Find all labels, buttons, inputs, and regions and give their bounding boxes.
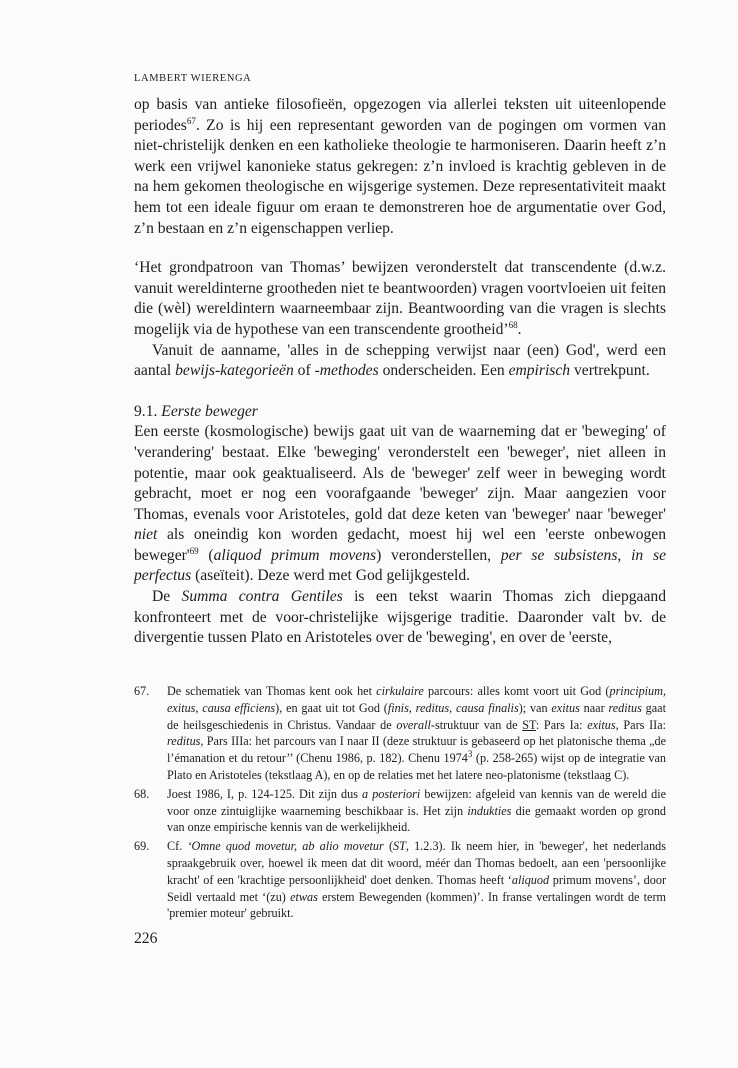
footnote-text: De schematiek van Thomas kent ook het cirkulaire parcours: alles komt voort uit God (principium, exitus, causa efficiens), en gaat uit tot God (finis, reditus, causa finalis); van exitus naar reditus gaat de heilsgeschiedenis in Christus. Vandaar de overall-struktuur van de ST: Pars Ia: exitus, Pars IIa: reditus, Pars IIIa: het parcours van I naar II (deze struktuur is gebaseerd op het platonische thema „de l’émanation et du retour’’ (Chenu 1986, p. 182). Chenu 1974$^3$ (p. 258-265) wijst op de integratie van Plato en Aristoteles (tekstlaag A), en op de relaties met het latere neo-platonisme (tekstlaag C). [167,684,667,782]
paragraph-5: De Summa contra Gentiles is een tekst waarin Thomas zich diepgaand konfronteert met de voor-christelijke wijsgerige traditie. Daaronder valt bv. de divergentie tussen Plato en Aristoteles over de 'beweging', en over de 'eerste, [134,588,666,647]
footnote-ref-68[interactable]: 68 [508,319,518,330]
footnotes [134,683,666,924]
main-text [134,95,666,649]
running-head: LAMBERT WIERENGA [134,73,252,84]
footnote-number: 69. [134,839,150,854]
footnote-69 [134,838,666,922]
paragraph-3: Vanuit de aanname, 'alles in de schepping verwijst naar (een) God', werd een aantal bewijs-kategorieën of -methodes onderscheiden. Een empirisch vertrekpunt. [134,341,666,380]
footnote-ref-67[interactable]: 67 [186,115,196,126]
paragraph-4: Een eerste (kosmologische) bewijs gaat uit van de waarneming dat er 'beweging' of 'verandering' bestaat. Elke 'beweging' veronderstelt een 'beweger', niet alleen in potentie, maar ook geaktualiseerd. Als de 'beweger' zelf weer in beweging wordt gebracht, moet er nog een voorafgaande 'beweger' zijn. Maar aangezien voor Thomas, evenals voor Aristoteles, gold dat deze keten van 'beweger' naar 'beweger' niet als oneindig kon worden gedacht, moest hij wel een 'eerste onbewogen $beweger'^{69}$ (aliquod primum movens) veronderstellen, per se subsistens, in se perfectus (aseïteit). Deze werd met God gelijkgesteld. [134,423,666,585]
page-number: 226 [134,930,158,947]
paragraph-1: op basis van antieke filosofieën, opgezogen via allerlei teksten uit uiteenlopende periodes$^{67}$. Zo is hij een representant geworden van de pogingen om vormen van niet-christelijk denken en een katholieke theologie te harmoniseren. Daarin heeft z’n werk een vrijwel kanonieke status gekregen: z’n invloed is krachtig gebleven in de na hem gekomen theologische en wijsgerige systemen. Deze representativiteit maakt hem tot een ideale figuur om eraan te demonstreren hoe de argumentatie over God, z’n bestaan en z’n eigenschappen verliep. [134,96,666,237]
section-heading [134,402,666,423]
footnote-number: 67. [134,684,150,698]
paragraph-2-quote: ‘Het grondpatroon van Thomas’ bewijzen veronderstelt dat transcendente (d.w.z. vanuit wereldinterne grootheden niet te beantwoorden) vragen voortvloeien uit feiten die (wèl) wereldintern waarneembaar zijn. Beantwoording van die vragen is slechts mogelijk via de hypothese van een transcendente grootheid’$^{68}$. [134,259,666,338]
footnote-text: Cf. ‘Omne quod movetur, ab alio movetur (ST, 1.2.3). Ik neem hier, in 'beweger', het nederlands spraakgebruik over, hoewel ik meen dat dit woord, méér dan Thomas bedoelt, aan een 'persoonlijke kracht' of een 'krachtige persoonlijkheid' doet denken. Thomas heeft ‘aliquod primum movens’, door Seidl vertaald met ‘(zu) etwas erstem Bewegenden (kommen)’. In franse vertalingen wordt de term 'premier moteur' gebruikt. [167,839,667,921]
section-title: Eerste beweger [161,402,258,420]
footnote-68 [134,786,666,836]
footnote-ref-69[interactable]: 69 [189,545,199,556]
footnote-number: 68. [134,786,150,801]
footnote-67 [134,683,666,784]
section-number: 9.1. [134,402,162,420]
footnote-text: Joest 1986, I, p. 124-125. Dit zijn dus a posteriori bewijzen: afgeleid van kennis van de wereld die voor onze zintuiglijke waarneming beschikbaar is. Het zijn indukties die gemaakt worden op grond van onze empirische kennis van de werkelijkheid. [167,786,667,835]
